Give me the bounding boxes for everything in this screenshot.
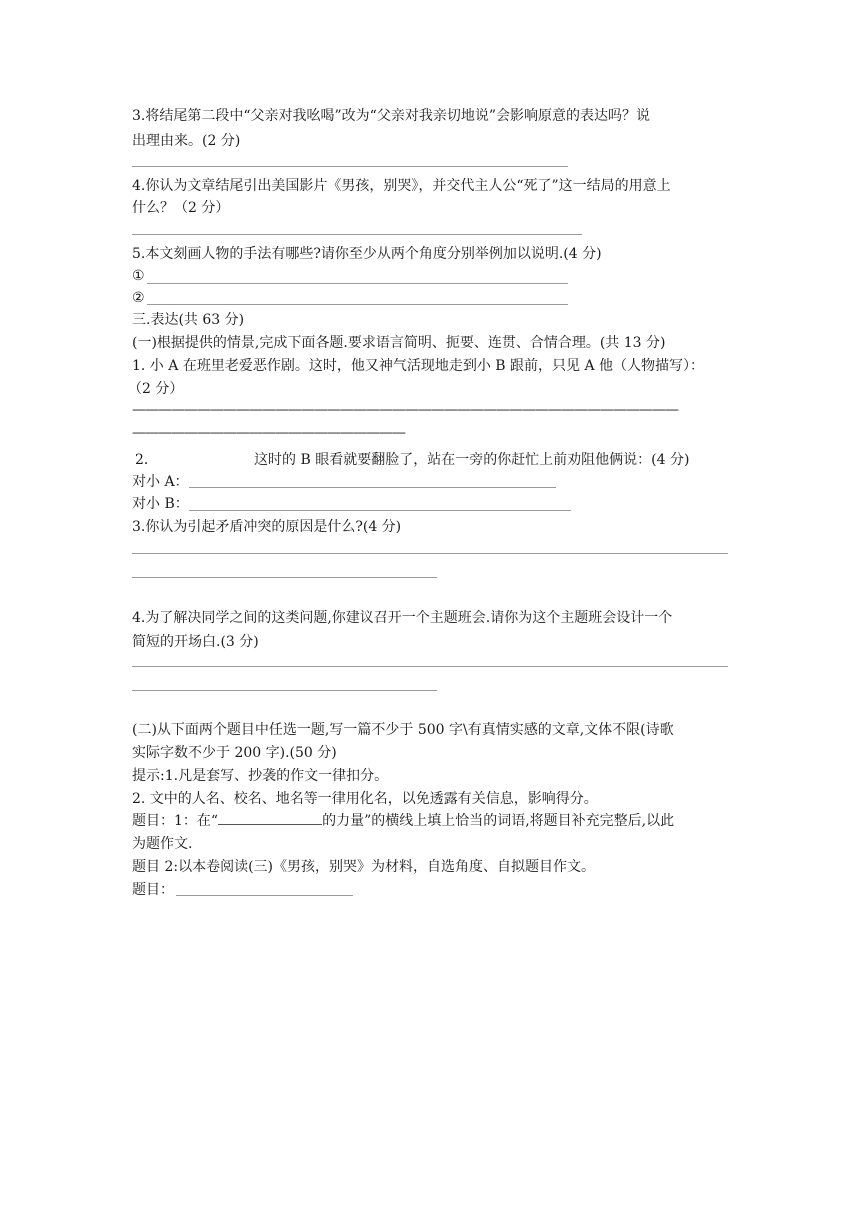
exercise1-dash-line1[interactable]: —————————————————————————————————————————— xyxy=(132,402,678,418)
part2-intro-line2: 实际字数不少于 200 字).(50 分) xyxy=(132,745,337,761)
q5-mark2: ② xyxy=(132,290,145,306)
part2-tip1: 提示:1.凡是套写、抄袭的作文一律扣分。 xyxy=(132,768,389,784)
exercise1-dash-line2[interactable]: ————————————————————— xyxy=(132,425,405,441)
q5-answer-line-1[interactable] xyxy=(147,283,568,284)
topic1-suffix: 的力量”的横线上填上恰当的词语,将题目补充完整后,以此 xyxy=(322,813,675,829)
exercise2-to-b-line[interactable] xyxy=(189,510,571,511)
q5-mark1: ① xyxy=(132,268,145,284)
exercise1-line1: 1. 小 A 在班里老爱恶作剧。这时，他又神气活现地走到小 B 跟前，只见 A 他（人物描写）： xyxy=(132,358,705,374)
q5-line1: 5.本文刻画人物的手法有哪些?请你至少从两个角度分别举例加以说明.(4 分) xyxy=(132,246,602,262)
section3-title: 三.表达(共 63 分) xyxy=(132,312,245,328)
topic1-prefix: 题目：1：在“ xyxy=(132,813,219,829)
exercise4-answer-line-2[interactable] xyxy=(132,690,437,691)
title-answer-line[interactable] xyxy=(176,895,353,896)
exercise2-text: 这时的 B 眼看就要翻脸了，站在一旁的你赶忙上前劝阻他俩说：(4 分) xyxy=(254,452,690,468)
exercise4-line2: 简短的开场白.(3 分) xyxy=(132,634,259,650)
exercise2-number: 2． xyxy=(135,452,158,468)
exercise2-to-a-label: 对小 A： xyxy=(132,474,189,490)
q5-answer-line-2[interactable] xyxy=(147,304,568,305)
q3-answer-line[interactable] xyxy=(132,166,568,167)
topic1-blank[interactable] xyxy=(218,810,322,825)
exercise4-line1: 4.为了解决同学之间的这类问题,你建议召开一个主题班会.请你为这个主题班会设计一个 xyxy=(132,610,673,626)
section3-part1-intro: (一)根据提供的情景,完成下面各题.要求语言简明、扼要、连贯、合情合理。(共 13 分) xyxy=(132,335,666,351)
q4-line2: 什么？（2 分） xyxy=(132,200,230,216)
q3-line2: 出理由来。(2 分) xyxy=(132,133,241,149)
exercise3-answer-line-2[interactable] xyxy=(132,577,437,578)
topic1-line2: 为题作文. xyxy=(132,836,193,852)
exercise1-line2: （2 分） xyxy=(128,381,184,397)
q4-line1: 4.你认为文章结尾引出美国影片《男孩，别哭》，并交代主人公“死了”这一结局的用意上 xyxy=(132,178,671,194)
q3-line1: 3.将结尾第二段中“父亲对我吆喝”改为“父亲对我亲切地说”会影响原意的表达吗？说 xyxy=(132,108,650,124)
title-label: 题目： xyxy=(132,882,174,898)
exercise2-to-b-label: 对小 B： xyxy=(132,496,189,512)
exercise4-answer-line-1[interactable] xyxy=(132,666,728,667)
q4-answer-line[interactable] xyxy=(132,234,582,235)
exercise3-question: 3.你认为引起矛盾冲突的原因是什么?(4 分) xyxy=(132,519,402,535)
part2-intro-line1: (二)从下面两个题目中任选一题,写一篇不少于 500 字\有真情实感的文章,文体不限(诗歌 xyxy=(132,722,674,738)
topic1-line1 xyxy=(132,810,674,831)
exercise2-to-a-line[interactable] xyxy=(189,487,556,488)
topic2: 题目 2:以本卷阅读(三)《男孩，别哭》为材料，自选角度、自拟题目作文。 xyxy=(132,859,595,875)
exercise3-answer-line-1[interactable] xyxy=(132,553,728,554)
part2-tip2: 2. 文中的人名、校名、地名等一律用化名，以免透露有关信息，影响得分。 xyxy=(132,791,598,807)
